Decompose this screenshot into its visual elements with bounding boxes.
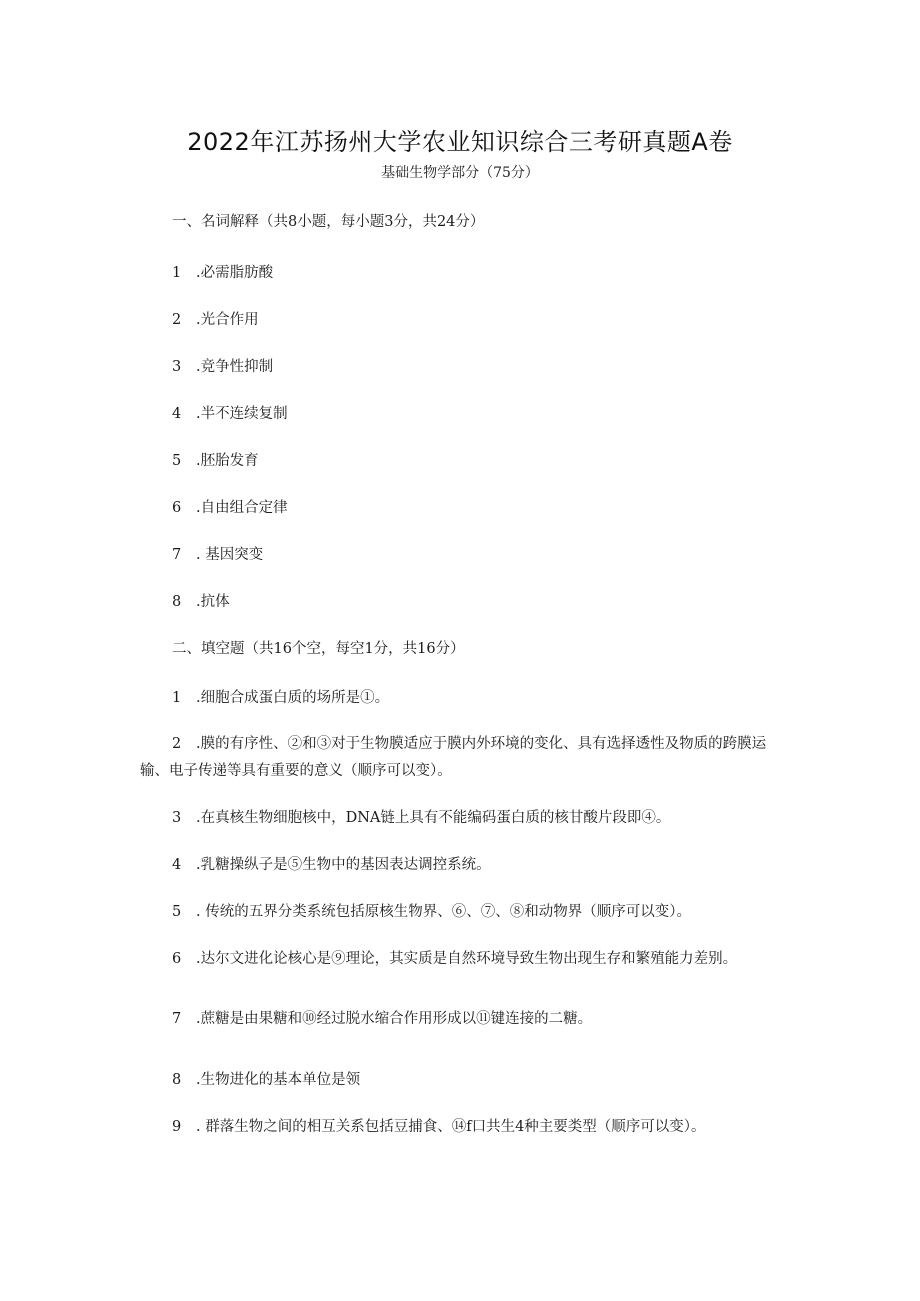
- item-number: 3: [172, 810, 182, 826]
- item-number: 8: [172, 594, 182, 610]
- list-item: [140, 731, 790, 785]
- item-text: .细胞合成蛋白质的场所是①。: [196, 690, 390, 706]
- item-text: .达尔文进化论核心是⑨理论，其实质是自然环境导致生物出现生存和繁殖能力差别。: [196, 951, 738, 967]
- item-number: 6: [172, 500, 182, 516]
- item-text: .自由组合定律: [196, 500, 288, 516]
- item-text: .竞争性抑制: [196, 359, 274, 375]
- item-text: . 群落生物之间的相互关系包括豆捕食、⑭f口共生4种主要类型（顺序可以变）。: [196, 1119, 706, 1135]
- list-item: [172, 900, 691, 921]
- list-item: [172, 355, 273, 376]
- item-text: .在真核生物细胞核中，DNA链上具有不能编码蛋白质的核甘酸片段即④。: [196, 810, 671, 826]
- list-item: [172, 308, 259, 329]
- list-item: [172, 806, 670, 827]
- item-text: .必需脂肪酸: [196, 265, 274, 281]
- list-item: [172, 496, 288, 517]
- list-item: [172, 590, 230, 611]
- item-text: .光合作用: [196, 312, 259, 328]
- item-text: .蔗糖是由果糖和⑩经过脱水缩合作用形成以⑪键连接的二糖。: [196, 1011, 593, 1027]
- item-text: . 基因突变: [196, 547, 264, 563]
- list-item: [172, 543, 263, 564]
- item-number: 8: [172, 1072, 182, 1088]
- list-item: [172, 686, 389, 707]
- item-number: 9: [172, 1119, 182, 1135]
- list-item: [172, 1115, 706, 1136]
- list-item: [172, 402, 288, 423]
- item-number: 1: [172, 690, 182, 706]
- item-number: 5: [172, 904, 182, 920]
- section-heading-definitions: 一、名词解释（共8小题，每小题3分，共24分）: [172, 214, 485, 230]
- item-text: .抗体: [196, 594, 230, 610]
- item-text: .膜的有序性、②和③对于生物膜适应于膜内外环境的变化、具有选择透性及物质的跨膜运输、电子传递等具有重要的意义（顺序可以变）。: [140, 736, 767, 779]
- list-item: [172, 947, 737, 968]
- item-number: 1: [172, 265, 182, 281]
- list-item: [172, 1068, 360, 1089]
- page-title: 2022年江苏扬州大学农业知识综合三考研真题A卷: [187, 128, 733, 156]
- item-number: 4: [172, 406, 182, 422]
- page-subtitle: 基础生物学部分（75分）: [381, 165, 539, 181]
- item-text: . 传统的五界分类系统包括原核生物界、⑥、⑦、⑧和动物界（顺序可以变）。: [196, 904, 691, 920]
- item-number: 2: [172, 736, 182, 752]
- item-number: 5: [172, 453, 182, 469]
- item-number: 3: [172, 359, 182, 375]
- item-number: 2: [172, 312, 182, 328]
- list-item: [172, 1007, 592, 1028]
- item-number: 4: [172, 857, 182, 873]
- item-number: 7: [172, 547, 182, 563]
- item-text: .生物进化的基本单位是领: [196, 1072, 361, 1088]
- item-text: .胚胎发育: [196, 453, 259, 469]
- list-item: [172, 449, 259, 470]
- item-text: .乳糖操纵子是⑤生物中的基因表达调控系统。: [196, 857, 491, 873]
- section-heading-fill-in: 二、填空题（共16个空，每空1分，共16分）: [172, 641, 465, 657]
- item-text: .半不连续复制: [196, 406, 288, 422]
- item-number: 6: [172, 951, 182, 967]
- list-item: [172, 853, 491, 874]
- item-number: 7: [172, 1011, 182, 1027]
- list-item: [172, 261, 273, 282]
